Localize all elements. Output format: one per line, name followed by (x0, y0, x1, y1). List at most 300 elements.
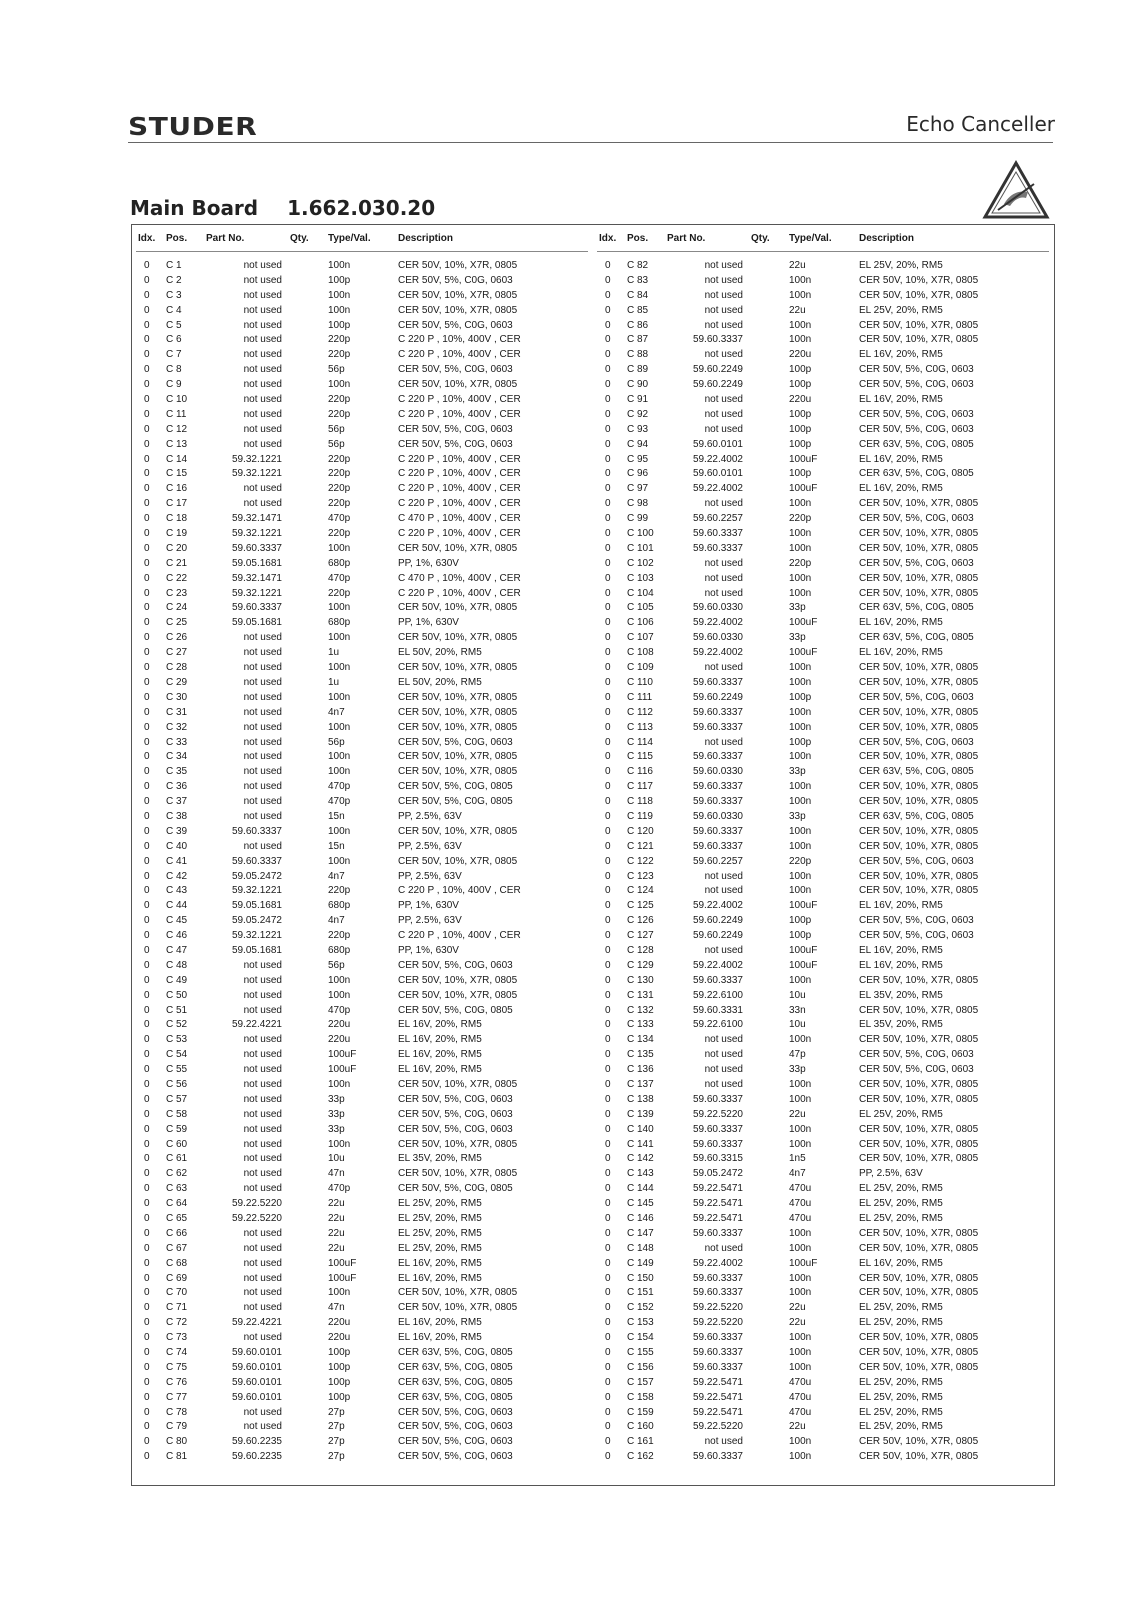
part-no-cell: 59.60.2249 (692, 930, 743, 942)
pos-cell: C 113 (627, 721, 653, 733)
description-cell: EL 16V, 20%, RM5 (859, 453, 943, 465)
description-cell: CER 50V, 10%, X7R, 0805 (859, 662, 979, 674)
type-val-cell: 100n (789, 587, 812, 599)
type-val-cell: 100p (789, 468, 812, 480)
part-no-cell: 59.05.1681 (231, 557, 282, 569)
type-val-cell: 100n (789, 528, 812, 540)
idx-cell: 0 (605, 900, 611, 912)
type-val-cell: 100p (789, 438, 812, 450)
idx-cell: 0 (605, 1153, 611, 1165)
pos-cell: C 8 (166, 364, 182, 376)
type-val-cell: 100p (328, 1391, 351, 1403)
description-cell: CER 50V, 10%, X7R, 0805 (859, 1153, 979, 1165)
type-val-cell: 100n (789, 1093, 812, 1105)
pos-cell: C 89 (627, 364, 649, 376)
description-cell: CER 63V, 5%, C0G, 0805 (859, 438, 974, 450)
description-cell: EL 16V, 20%, RM5 (398, 1272, 482, 1284)
part-no-cell: 59.22.5220 (692, 1317, 743, 1329)
idx-cell: 0 (144, 1421, 150, 1433)
description-cell: C 220 P , 10%, 400V , CER (398, 483, 521, 495)
type-val-cell: 100uF (328, 1257, 357, 1269)
header-description: Description (398, 233, 454, 244)
type-val-cell: 100n (789, 885, 812, 897)
part-no-cell: 59.22.4002 (692, 959, 743, 971)
type-val-cell: 100n (789, 751, 812, 763)
description-cell: CER 50V, 10%, X7R, 0805 (859, 1287, 979, 1299)
pos-cell: C 81 (166, 1451, 188, 1463)
pos-cell: C 3 (166, 289, 182, 301)
type-val-cell: 100p (789, 423, 812, 435)
idx-cell: 0 (605, 1198, 611, 1210)
pos-cell: C 74 (166, 1347, 188, 1359)
pos-cell: C 148 (627, 1242, 654, 1254)
type-val-cell: 100n (328, 855, 351, 867)
part-no-cell: not used (704, 1242, 743, 1254)
type-val-cell: 100n (328, 1078, 351, 1090)
description-cell: CER 50V, 5%, C0G, 0603 (859, 408, 974, 420)
type-val-cell: 10u (789, 989, 806, 1001)
pos-cell: C 16 (166, 483, 188, 495)
part-no-cell: not used (243, 334, 282, 346)
type-val-cell: 100n (789, 1034, 812, 1046)
description-cell: EL 25V, 20%, RM5 (398, 1242, 482, 1254)
part-no-cell: 59.22.4002 (692, 483, 743, 495)
description-cell: CER 63V, 5%, C0G, 0805 (398, 1361, 513, 1373)
description-cell: EL 25V, 20%, RM5 (859, 1376, 943, 1388)
idx-cell: 0 (605, 825, 611, 837)
type-val-cell: 100n (789, 825, 812, 837)
part-no-cell: 59.22.5471 (692, 1376, 743, 1388)
part-no-cell: not used (243, 1287, 282, 1299)
type-val-cell: 100n (789, 1242, 812, 1254)
type-val-cell: 33p (789, 766, 806, 778)
type-val-cell: 33p (789, 602, 806, 614)
part-no-cell: 59.22.5471 (692, 1213, 743, 1224)
description-cell: CER 50V, 5%, C0G, 0603 (859, 557, 974, 569)
pos-cell: C 85 (627, 304, 649, 316)
header-type-val: Type/Val. (789, 233, 832, 244)
part-no-cell: 59.22.6100 (692, 989, 743, 1001)
part-no-cell: not used (243, 274, 282, 286)
part-no-cell: 59.60.0330 (692, 766, 743, 778)
part-no-cell: 59.60.2249 (692, 364, 743, 376)
idx-cell: 0 (144, 1168, 150, 1180)
description-cell: EL 25V, 20%, RM5 (859, 1108, 943, 1120)
part-no-cell: 59.05.1681 (231, 900, 282, 912)
pos-cell: C 97 (627, 483, 649, 495)
type-val-cell: 100uF (789, 1257, 818, 1269)
pos-cell: C 5 (166, 319, 182, 331)
description-cell: CER 50V, 5%, C0G, 0603 (859, 1064, 974, 1076)
idx-cell: 0 (144, 930, 150, 942)
type-val-cell: 100n (328, 602, 351, 614)
description-cell: PP, 1%, 630V (398, 944, 459, 956)
pos-cell: C 119 (627, 810, 653, 822)
description-cell: CER 50V, 10%, X7R, 0805 (859, 840, 979, 852)
description-cell: EL 16V, 20%, RM5 (398, 1019, 482, 1031)
pos-cell: C 51 (166, 1004, 188, 1016)
pos-cell: C 73 (166, 1332, 188, 1344)
part-no-cell: not used (243, 423, 282, 435)
pos-cell: C 32 (166, 721, 188, 733)
idx-cell: 0 (144, 528, 150, 540)
idx-cell: 0 (144, 498, 150, 510)
description-cell: CER 50V, 10%, X7R, 0805 (398, 602, 518, 614)
idx-cell: 0 (144, 1227, 150, 1239)
pos-cell: C 36 (166, 781, 188, 793)
description-cell: CER 50V, 10%, X7R, 0805 (859, 319, 979, 331)
pos-cell: C 99 (627, 513, 649, 525)
type-val-cell: 220p (328, 483, 351, 495)
pos-cell: C 70 (166, 1287, 188, 1299)
type-val-cell: 100p (328, 1376, 351, 1388)
idx-cell: 0 (144, 1108, 150, 1120)
part-no-cell: 59.60.0101 (231, 1361, 282, 1373)
type-val-cell: 220p (328, 349, 351, 361)
description-cell: PP, 2.5%, 63V (398, 915, 462, 927)
type-val-cell: 22u (789, 1421, 806, 1433)
pos-cell: C 120 (627, 825, 654, 837)
description-cell: CER 50V, 10%, X7R, 0805 (398, 304, 518, 316)
pos-cell: C 42 (166, 870, 188, 882)
type-val-cell: 100uF (789, 453, 818, 465)
idx-cell: 0 (144, 885, 150, 897)
idx-cell: 0 (144, 617, 150, 629)
idx-cell: 0 (144, 751, 150, 763)
idx-cell: 0 (605, 1227, 611, 1239)
idx-cell: 0 (144, 676, 150, 688)
pos-cell: C 53 (166, 1034, 188, 1046)
description-cell: CER 50V, 5%, C0G, 0603 (398, 319, 513, 331)
type-val-cell: 470p (328, 781, 351, 793)
description-cell: CER 50V, 10%, X7R, 0805 (859, 1227, 979, 1239)
pos-cell: C 84 (627, 289, 649, 301)
type-val-cell: 10u (789, 1019, 806, 1031)
idx-cell: 0 (144, 1093, 150, 1105)
part-no-cell: 59.60.0330 (692, 602, 743, 614)
idx-cell: 0 (144, 810, 150, 822)
idx-cell: 0 (144, 796, 150, 808)
part-no-cell: 59.22.5220 (692, 1108, 743, 1120)
part-no-cell: not used (243, 1153, 282, 1165)
description-cell: CER 50V, 10%, X7R, 0805 (859, 528, 979, 540)
part-no-cell: 59.60.3337 (231, 825, 282, 837)
part-no-cell: 59.22.5471 (692, 1198, 743, 1210)
pos-cell: C 118 (627, 796, 653, 808)
idx-cell: 0 (144, 1138, 150, 1150)
pos-cell: C 31 (166, 706, 188, 718)
part-no-cell: not used (243, 1332, 282, 1344)
description-cell: PP, 2.5%, 63V (398, 840, 462, 852)
idx-cell: 0 (605, 528, 611, 540)
pos-cell: C 92 (627, 408, 649, 420)
pos-cell: C 128 (627, 944, 654, 956)
type-val-cell: 27p (328, 1406, 345, 1418)
description-cell: CER 50V, 5%, C0G, 0603 (859, 691, 974, 703)
description-cell: CER 50V, 10%, X7R, 0805 (859, 334, 979, 346)
pos-cell: C 142 (627, 1153, 654, 1165)
part-no-cell: 59.60.0330 (692, 810, 743, 822)
type-val-cell: 22u (789, 304, 806, 316)
studer-logo: STUDER (128, 112, 258, 141)
type-val-cell: 100n (328, 289, 351, 301)
description-cell: CER 50V, 10%, X7R, 0805 (398, 1287, 518, 1299)
description-cell: CER 50V, 10%, X7R, 0805 (859, 706, 979, 718)
pos-cell: C 90 (627, 379, 649, 391)
header-idx: Idx. (138, 233, 156, 244)
pos-cell: C 69 (166, 1272, 188, 1284)
idx-cell: 0 (605, 1376, 611, 1388)
type-val-cell: 4n7 (789, 1168, 806, 1180)
idx-cell: 0 (144, 1406, 150, 1418)
part-no-cell: 59.60.2257 (692, 855, 743, 867)
idx-cell: 0 (605, 542, 611, 554)
description-cell: CER 50V, 10%, X7R, 0805 (859, 1436, 979, 1448)
idx-cell: 0 (144, 1198, 150, 1210)
type-val-cell: 100n (789, 334, 812, 346)
part-no-cell: 59.22.4002 (692, 1257, 743, 1269)
description-cell: EL 25V, 20%, RM5 (859, 1302, 943, 1314)
type-val-cell: 100uF (789, 959, 818, 971)
part-no-cell: not used (243, 1227, 282, 1239)
description-cell: CER 50V, 10%, X7R, 0805 (398, 632, 518, 644)
idx-cell: 0 (605, 1123, 611, 1135)
header-type-val: Type/Val. (328, 233, 371, 244)
pos-cell: C 19 (166, 528, 188, 540)
pos-cell: C 39 (166, 825, 188, 837)
part-no-cell: 59.60.2235 (231, 1451, 282, 1463)
idx-cell: 0 (605, 959, 611, 971)
part-no-cell: 59.60.3337 (692, 334, 743, 346)
part-no-cell: 59.22.5471 (692, 1391, 743, 1403)
description-cell: CER 50V, 10%, X7R, 0805 (859, 1078, 979, 1090)
type-val-cell: 220p (328, 453, 351, 465)
idx-cell: 0 (605, 498, 611, 510)
part-no-cell: not used (704, 1034, 743, 1046)
part-no-cell: 59.60.2249 (692, 379, 743, 391)
pos-cell: C 138 (627, 1093, 654, 1105)
idx-cell: 0 (605, 453, 611, 465)
part-no-cell: 59.22.5220 (692, 1302, 743, 1314)
part-no-cell: not used (243, 751, 282, 763)
part-no-cell: not used (243, 394, 282, 406)
type-val-cell: 100n (328, 825, 351, 837)
description-cell: CER 50V, 10%, X7R, 0805 (398, 691, 518, 703)
description-cell: CER 50V, 10%, X7R, 0805 (859, 1242, 979, 1254)
description-cell: C 220 P , 10%, 400V , CER (398, 408, 521, 420)
description-cell: CER 50V, 5%, C0G, 0603 (398, 1123, 513, 1135)
description-cell: CER 50V, 5%, C0G, 0603 (859, 379, 974, 391)
type-val-cell: 100p (789, 736, 812, 748)
idx-cell: 0 (144, 647, 150, 659)
part-no-cell: not used (243, 721, 282, 733)
part-no-cell: not used (704, 662, 743, 674)
idx-cell: 0 (605, 1138, 611, 1150)
part-no-cell: not used (243, 647, 282, 659)
type-val-cell: 220u (328, 1332, 351, 1344)
type-val-cell: 100n (328, 1287, 351, 1299)
description-cell: CER 63V, 5%, C0G, 0805 (398, 1391, 513, 1403)
idx-cell: 0 (144, 1436, 150, 1448)
pos-cell: C 66 (166, 1227, 188, 1239)
pos-cell: C 95 (627, 453, 649, 465)
part-no-cell: not used (243, 662, 282, 674)
idx-cell: 0 (144, 438, 150, 450)
pos-cell: C 58 (166, 1108, 188, 1120)
pos-cell: C 54 (166, 1049, 188, 1061)
part-no-cell: 59.05.1681 (231, 617, 282, 629)
idx-cell: 0 (144, 334, 150, 346)
pos-cell: C 86 (627, 319, 649, 331)
description-cell: C 220 P , 10%, 400V , CER (398, 349, 521, 361)
part-no-cell: 59.32.1221 (231, 528, 282, 540)
part-no-cell: not used (243, 379, 282, 391)
description-cell: CER 50V, 5%, C0G, 0603 (398, 1406, 513, 1418)
pos-cell: C 15 (166, 468, 188, 480)
description-cell: CER 50V, 10%, X7R, 0805 (859, 974, 979, 986)
idx-cell: 0 (605, 334, 611, 346)
part-no-cell: not used (704, 304, 743, 316)
part-no-cell: 59.05.1681 (231, 944, 282, 956)
type-val-cell: 56p (328, 959, 345, 971)
pos-cell: C 101 (627, 542, 654, 554)
idx-cell: 0 (144, 1317, 150, 1329)
type-val-cell: 22u (789, 1108, 806, 1120)
pos-cell: C 126 (627, 915, 654, 927)
idx-cell: 0 (144, 1213, 150, 1224)
part-no-cell: not used (704, 423, 743, 435)
idx-cell: 0 (605, 1436, 611, 1448)
description-cell: CER 50V, 10%, X7R, 0805 (859, 825, 979, 837)
pos-cell: C 105 (627, 602, 654, 614)
pos-cell: C 157 (627, 1376, 654, 1388)
idx-cell: 0 (144, 766, 150, 778)
pos-cell: C 94 (627, 438, 649, 450)
description-cell: CER 50V, 10%, X7R, 0805 (398, 289, 518, 301)
description-cell: EL 25V, 20%, RM5 (398, 1213, 482, 1224)
idx-cell: 0 (605, 1317, 611, 1329)
type-val-cell: 100n (789, 840, 812, 852)
idx-cell: 0 (605, 989, 611, 1001)
type-val-cell: 27p (328, 1436, 345, 1448)
pos-cell: C 49 (166, 974, 188, 986)
description-cell: CER 50V, 10%, X7R, 0805 (859, 1093, 979, 1105)
idx-cell: 0 (144, 304, 150, 316)
description-cell: C 220 P , 10%, 400V , CER (398, 334, 521, 346)
header-description: Description (859, 233, 915, 244)
part-no-cell: not used (243, 1272, 282, 1284)
part-no-cell: 59.22.4002 (692, 617, 743, 629)
part-no-cell: 59.60.3337 (231, 855, 282, 867)
part-no-cell: 59.60.3331 (692, 1004, 743, 1016)
description-cell: CER 50V, 5%, C0G, 0603 (859, 1049, 974, 1061)
pos-cell: C 98 (627, 498, 649, 510)
type-val-cell: 100uF (789, 900, 818, 912)
type-val-cell: 470p (328, 796, 351, 808)
pos-cell: C 24 (166, 602, 188, 614)
pos-cell: C 44 (166, 900, 188, 912)
type-val-cell: 100n (789, 974, 812, 986)
type-val-cell: 100p (789, 915, 812, 927)
type-val-cell: 4n7 (328, 706, 345, 718)
idx-cell: 0 (605, 557, 611, 569)
pos-cell: C 145 (627, 1198, 654, 1210)
description-cell: EL 16V, 20%, RM5 (859, 959, 943, 971)
description-cell: CER 50V, 10%, X7R, 0805 (859, 870, 979, 882)
description-cell: EL 16V, 20%, RM5 (859, 483, 943, 495)
description-cell: EL 16V, 20%, RM5 (859, 1257, 943, 1269)
idx-cell: 0 (605, 1019, 611, 1031)
part-no-cell: 59.22.6100 (692, 1019, 743, 1031)
part-no-cell: not used (704, 394, 743, 406)
part-no-cell: not used (243, 1004, 282, 1016)
description-cell: EL 25V, 20%, RM5 (859, 1317, 943, 1329)
description-cell: EL 35V, 20%, RM5 (859, 1019, 943, 1031)
type-val-cell: 100n (789, 796, 812, 808)
type-val-cell: 22u (789, 1302, 806, 1314)
type-val-cell: 4n7 (328, 915, 345, 927)
idx-cell: 0 (144, 274, 150, 286)
type-val-cell: 100uF (789, 647, 818, 659)
pos-cell: C 144 (627, 1183, 654, 1195)
pos-cell: C 161 (627, 1436, 654, 1448)
pos-cell: C 114 (627, 736, 653, 748)
type-val-cell: 33p (789, 1064, 806, 1076)
pos-cell: C 25 (166, 617, 188, 629)
part-no-cell: 59.60.3337 (692, 974, 743, 986)
part-no-cell: not used (243, 691, 282, 703)
description-cell: CER 50V, 5%, C0G, 0603 (398, 1421, 513, 1433)
part-no-cell: not used (704, 572, 743, 584)
pos-cell: C 158 (627, 1391, 654, 1403)
pos-cell: C 13 (166, 438, 188, 450)
type-val-cell: 100n (328, 721, 351, 733)
type-val-cell: 100n (789, 1287, 812, 1299)
idx-cell: 0 (144, 691, 150, 703)
part-no-cell: 59.22.5220 (231, 1198, 282, 1210)
part-no-cell: 59.60.0101 (692, 438, 743, 450)
description-cell: CER 50V, 5%, C0G, 0603 (859, 855, 974, 867)
part-no-cell: 59.32.1221 (231, 587, 282, 599)
idx-cell: 0 (605, 766, 611, 778)
type-val-cell: 100n (789, 319, 812, 331)
part-no-cell: not used (704, 408, 743, 420)
description-cell: EL 16V, 20%, RM5 (398, 1064, 482, 1076)
idx-cell: 0 (605, 408, 611, 420)
description-cell: CER 50V, 5%, C0G, 0603 (398, 423, 513, 435)
pos-cell: C 122 (627, 855, 654, 867)
part-no-cell: not used (243, 1064, 282, 1076)
description-cell: EL 16V, 20%, RM5 (859, 647, 943, 659)
type-val-cell: 1u (328, 676, 340, 688)
description-cell: CER 50V, 10%, X7R, 0805 (398, 721, 518, 733)
type-val-cell: 100p (789, 408, 812, 420)
idx-cell: 0 (144, 1347, 150, 1359)
type-val-cell: 100n (328, 260, 351, 271)
type-val-cell: 100n (789, 1123, 812, 1135)
type-val-cell: 470u (789, 1198, 812, 1210)
idx-cell: 0 (144, 1153, 150, 1165)
description-cell: CER 50V, 5%, C0G, 0603 (859, 513, 974, 525)
description-cell: EL 16V, 20%, RM5 (859, 617, 943, 629)
part-no-cell: 59.32.1221 (231, 453, 282, 465)
type-val-cell: 33n (789, 1004, 806, 1016)
pos-cell: C 121 (627, 840, 654, 852)
pos-cell: C 140 (627, 1123, 654, 1135)
idx-cell: 0 (605, 662, 611, 674)
description-cell: CER 50V, 5%, C0G, 0603 (859, 364, 974, 376)
pos-cell: C 107 (627, 632, 654, 644)
